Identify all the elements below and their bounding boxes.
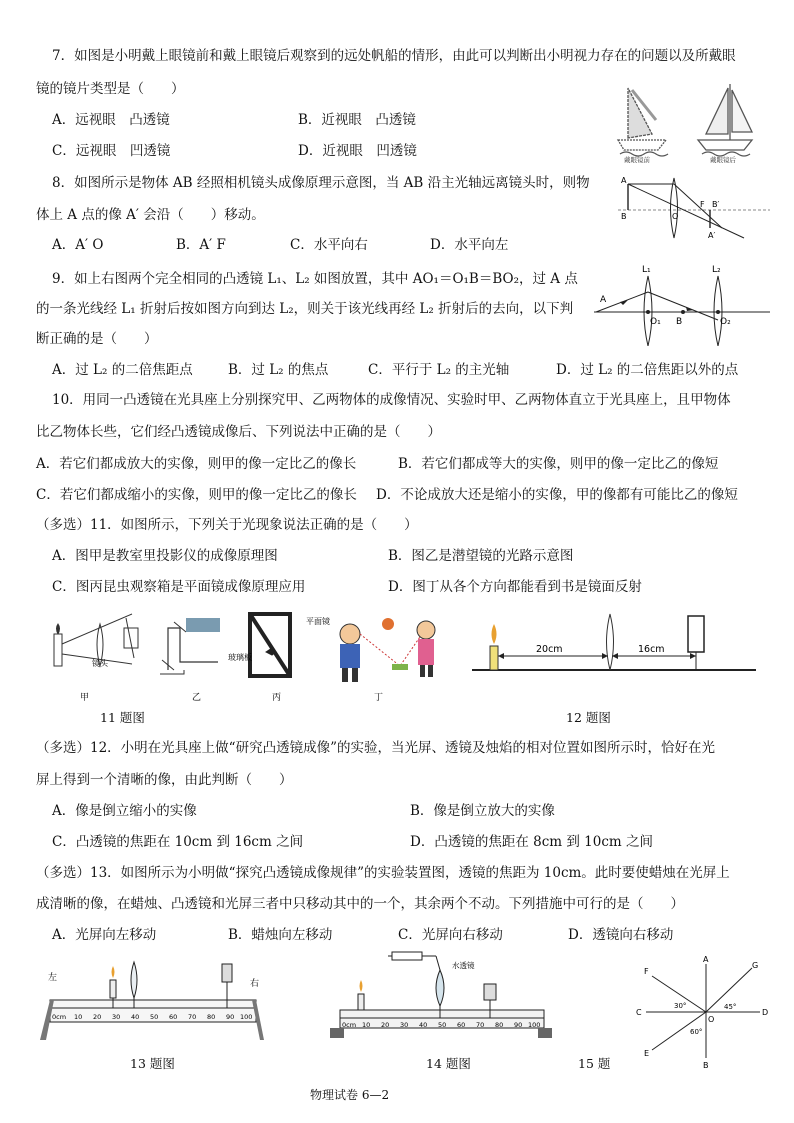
q11-option-d: D．图丁从各个方向都能看到书是镜面反射 xyxy=(388,579,642,595)
q12-option-c: C．凸透镜的焦距在 10cm 到 16cm 之间 xyxy=(52,834,304,850)
q9-stem-line3: 断正确的是（ ） xyxy=(36,331,158,347)
q9-option-d: D．过 L₂ 的二倍焦距以外的点 xyxy=(556,362,739,378)
q8-option-d: D．水平向左 xyxy=(430,237,509,253)
q12-caption: 12 题图 xyxy=(566,710,611,725)
q7-fig-caption-after: 戴眼镜后 xyxy=(710,156,736,164)
q12-bench-diagram xyxy=(470,612,758,674)
q13-option-b: B．蜡烛向左移动 xyxy=(228,927,333,943)
q13-tick-20: 20 xyxy=(93,1013,102,1021)
q10-option-b: B．若它们都成等大的实像，则甲的像一定比乙的像短 xyxy=(398,456,719,472)
q15-label-e: E xyxy=(644,1049,650,1058)
q14-tick-50: 50 xyxy=(438,1021,447,1029)
q9-stem-line2: 的一条光线经 L₁ 折射后按如图方向到达 L₂，则关于该光线再经 L₂ 折射后的去向，以下判 xyxy=(36,301,574,317)
q13-label-left: 左 xyxy=(48,973,58,983)
q8-label-b-prime: B′ xyxy=(712,200,720,209)
q12-stem-line1: （多选）12．小明在光具座上做“研究凸透镜成像”的实验，当光屏、透镜及烛焰的相对位置如图所示时，恰好在光 xyxy=(36,740,715,756)
q13-tick-70: 70 xyxy=(188,1013,197,1021)
q14-water-lens-setup xyxy=(326,944,552,1044)
q13-tick-10: 10 xyxy=(74,1013,83,1021)
q15-label-o: O xyxy=(708,1015,715,1024)
q13-stem-line2: 成清晰的像，在蜡烛、凸透镜和光屏三者中只移动其中的一个，其余两个不动。下列措施中可行的是（ ） xyxy=(36,896,684,912)
q12-option-d: D．凸透镜的焦距在 8cm 到 10cm 之间 xyxy=(410,834,653,850)
page-footer: 物理试卷 6—2 xyxy=(310,1088,390,1102)
q15-label-a: A xyxy=(703,955,709,964)
q9-option-c: C．平行于 L₂ 的主光轴 xyxy=(368,362,510,378)
q8-stem-line2: 体上 A 点的像 A′ 会沿（ ）移动。 xyxy=(36,207,265,223)
q15-label-b: B xyxy=(703,1061,709,1070)
q8-label-b: B xyxy=(621,212,627,221)
q13-label-right: 右 xyxy=(250,979,260,989)
q14-label-water-lens: 水透镜 xyxy=(452,961,475,970)
q9-two-lens-diagram xyxy=(592,262,772,346)
q13-tick-90: 90 xyxy=(226,1013,235,1021)
q11-stem: （多选）11．如图所示，下列关于光现象说法正确的是（ ） xyxy=(36,517,418,533)
q15-label-c: C xyxy=(636,1008,642,1017)
q7-fig-caption-before: 戴眼镜前 xyxy=(624,156,650,164)
q7-option-d: D．近视眼 凹透镜 xyxy=(298,143,417,159)
q14-tick-40: 40 xyxy=(419,1021,428,1029)
q13-option-c: C．光屏向右移动 xyxy=(398,927,503,943)
q8-camera-lens-diagram xyxy=(614,172,774,244)
q13-tick-60: 60 xyxy=(169,1013,178,1021)
q15-angle-60: 60° xyxy=(690,1028,703,1036)
q9-option-b: B．过 L₂ 的焦点 xyxy=(228,362,329,378)
q14-caption: 14 题图 xyxy=(426,1056,471,1071)
q10-option-a: A．若它们都成放大的实像，则甲的像一定比乙的像长 xyxy=(36,456,357,472)
q11-caption: 11 题图 xyxy=(100,710,145,725)
q9-label-b: B xyxy=(676,317,683,327)
q15-caption: 15 题 xyxy=(578,1056,611,1071)
q11-label-glass: 玻璃板 xyxy=(228,653,252,662)
q14-tick-20: 20 xyxy=(381,1021,390,1029)
q10-option-c: C．若它们都成缩小的实像，则甲的像一定比乙的像长 xyxy=(36,487,357,503)
q8-option-c: C．水平向右 xyxy=(290,237,368,253)
q11-label-mirror: 平面镜 xyxy=(306,617,330,626)
q10-stem-line2: 比乙物体长些，它们经凸透镜成像后、下列说法中正确的是（ ） xyxy=(36,424,441,440)
q7-stem-line1: 7．如图是小明戴上眼镜前和戴上眼镜后观察到的远处帆船的情形，由此可以判断出小明视力存在的问题以及所戴眼 xyxy=(52,48,736,64)
q15-label-d: D xyxy=(762,1008,769,1017)
q14-tick-0: 0cm xyxy=(342,1021,357,1029)
q13-tick-0: 0cm xyxy=(52,1013,67,1021)
q11-figures xyxy=(40,604,452,704)
q11-label-jia: 甲 xyxy=(80,693,90,703)
q13-option-d: D．透镜向右移动 xyxy=(568,927,674,943)
q7-sailboat-figure xyxy=(606,76,766,164)
q15-label-f: F xyxy=(644,967,649,976)
q9-label-l2: L₂ xyxy=(712,265,721,275)
q12-distance-1: 20cm xyxy=(536,644,563,655)
q9-stem-line1: 9．如上右图两个完全相同的凸透镜 L₁、L₂ 如图放置，其中 AO₁＝O₁B＝BO₂，过 A 点 xyxy=(52,271,578,287)
q9-label-o2: O₂ xyxy=(720,317,731,327)
q11-label-bing: 丙 xyxy=(272,693,282,703)
q8-label-f: F xyxy=(700,200,705,209)
q9-label-o1: O₁ xyxy=(650,317,661,327)
q8-option-a: A．A′ O xyxy=(52,237,104,253)
q12-option-a: A．像是倒立缩小的实像 xyxy=(52,803,197,819)
q12-option-b: B．像是倒立放大的实像 xyxy=(410,803,555,819)
q11-option-c: C．图丙昆虫观察箱是平面镜成像原理应用 xyxy=(52,579,306,595)
q7-option-b: B．近视眼 凸透镜 xyxy=(298,112,416,128)
q14-tick-60: 60 xyxy=(457,1021,466,1029)
q9-label-l1: L₁ xyxy=(642,265,651,275)
q15-label-g: G xyxy=(752,961,759,970)
q7-option-c: C．远视眼 凹透镜 xyxy=(52,143,171,159)
q11-label-lens: 镜头 xyxy=(92,659,108,668)
q12-stem-line2: 屏上得到一个清晰的像，由此判断（ ） xyxy=(36,772,293,788)
q11-label-yi: 乙 xyxy=(192,693,202,703)
q9-option-a: A．过 L₂ 的二倍焦距点 xyxy=(52,362,193,378)
q8-label-a: A xyxy=(621,176,627,185)
q15-reflection-angles xyxy=(630,954,776,1072)
q13-tick-100: 100 xyxy=(240,1013,253,1021)
q13-tick-40: 40 xyxy=(131,1013,140,1021)
q14-tick-10: 10 xyxy=(362,1021,371,1029)
q13-optical-bench xyxy=(36,956,268,1046)
q13-tick-50: 50 xyxy=(150,1013,159,1021)
q7-option-a: A．远视眼 凸透镜 xyxy=(52,112,170,128)
q11-option-a: A．图甲是教室里投影仪的成像原理图 xyxy=(52,548,278,564)
q9-label-a: A xyxy=(600,295,607,305)
q7-stem-line2: 镜的镜片类型是（ ） xyxy=(36,81,185,97)
q8-option-b: B．A′ F xyxy=(176,237,226,253)
q14-tick-30: 30 xyxy=(400,1021,409,1029)
q13-option-a: A．光屏向左移动 xyxy=(52,927,157,943)
q13-caption: 13 题图 xyxy=(130,1056,175,1071)
q13-stem-line1: （多选）13．如图所示为小明做“探究凸透镜成像规律”的实验装置图，透镜的焦距为 10cm。此时要使蜡烛在光屏上 xyxy=(36,865,730,881)
q8-label-a-prime: A′ xyxy=(708,231,716,240)
q14-tick-100: 100 xyxy=(528,1021,541,1029)
q10-stem-line1: 10．用同一凸透镜在光具座上分别探究甲、乙两物体的成像情况、实验时甲、乙两物体直立于光具座上，且甲物体 xyxy=(52,392,731,408)
q8-stem-line1: 8．如图所示是物体 AB 经照相机镜头成像原理示意图，当 AB 沿主光轴远离镜头时，则物 xyxy=(52,175,590,191)
q14-tick-90: 90 xyxy=(514,1021,523,1029)
q10-option-d: D．不论成放大还是缩小的实像，甲的像都有可能比乙的像短 xyxy=(376,487,738,503)
q12-distance-2: 16cm xyxy=(638,644,665,655)
q11-option-b: B．图乙是潜望镜的光路示意图 xyxy=(388,548,574,564)
q11-label-ding: 丁 xyxy=(374,693,384,703)
q15-angle-45: 45° xyxy=(724,1003,737,1011)
q13-tick-80: 80 xyxy=(207,1013,216,1021)
q15-angle-30: 30° xyxy=(674,1002,687,1010)
q8-label-o: O xyxy=(672,212,679,221)
q14-tick-70: 70 xyxy=(476,1021,485,1029)
q14-tick-80: 80 xyxy=(495,1021,504,1029)
q13-tick-30: 30 xyxy=(112,1013,121,1021)
